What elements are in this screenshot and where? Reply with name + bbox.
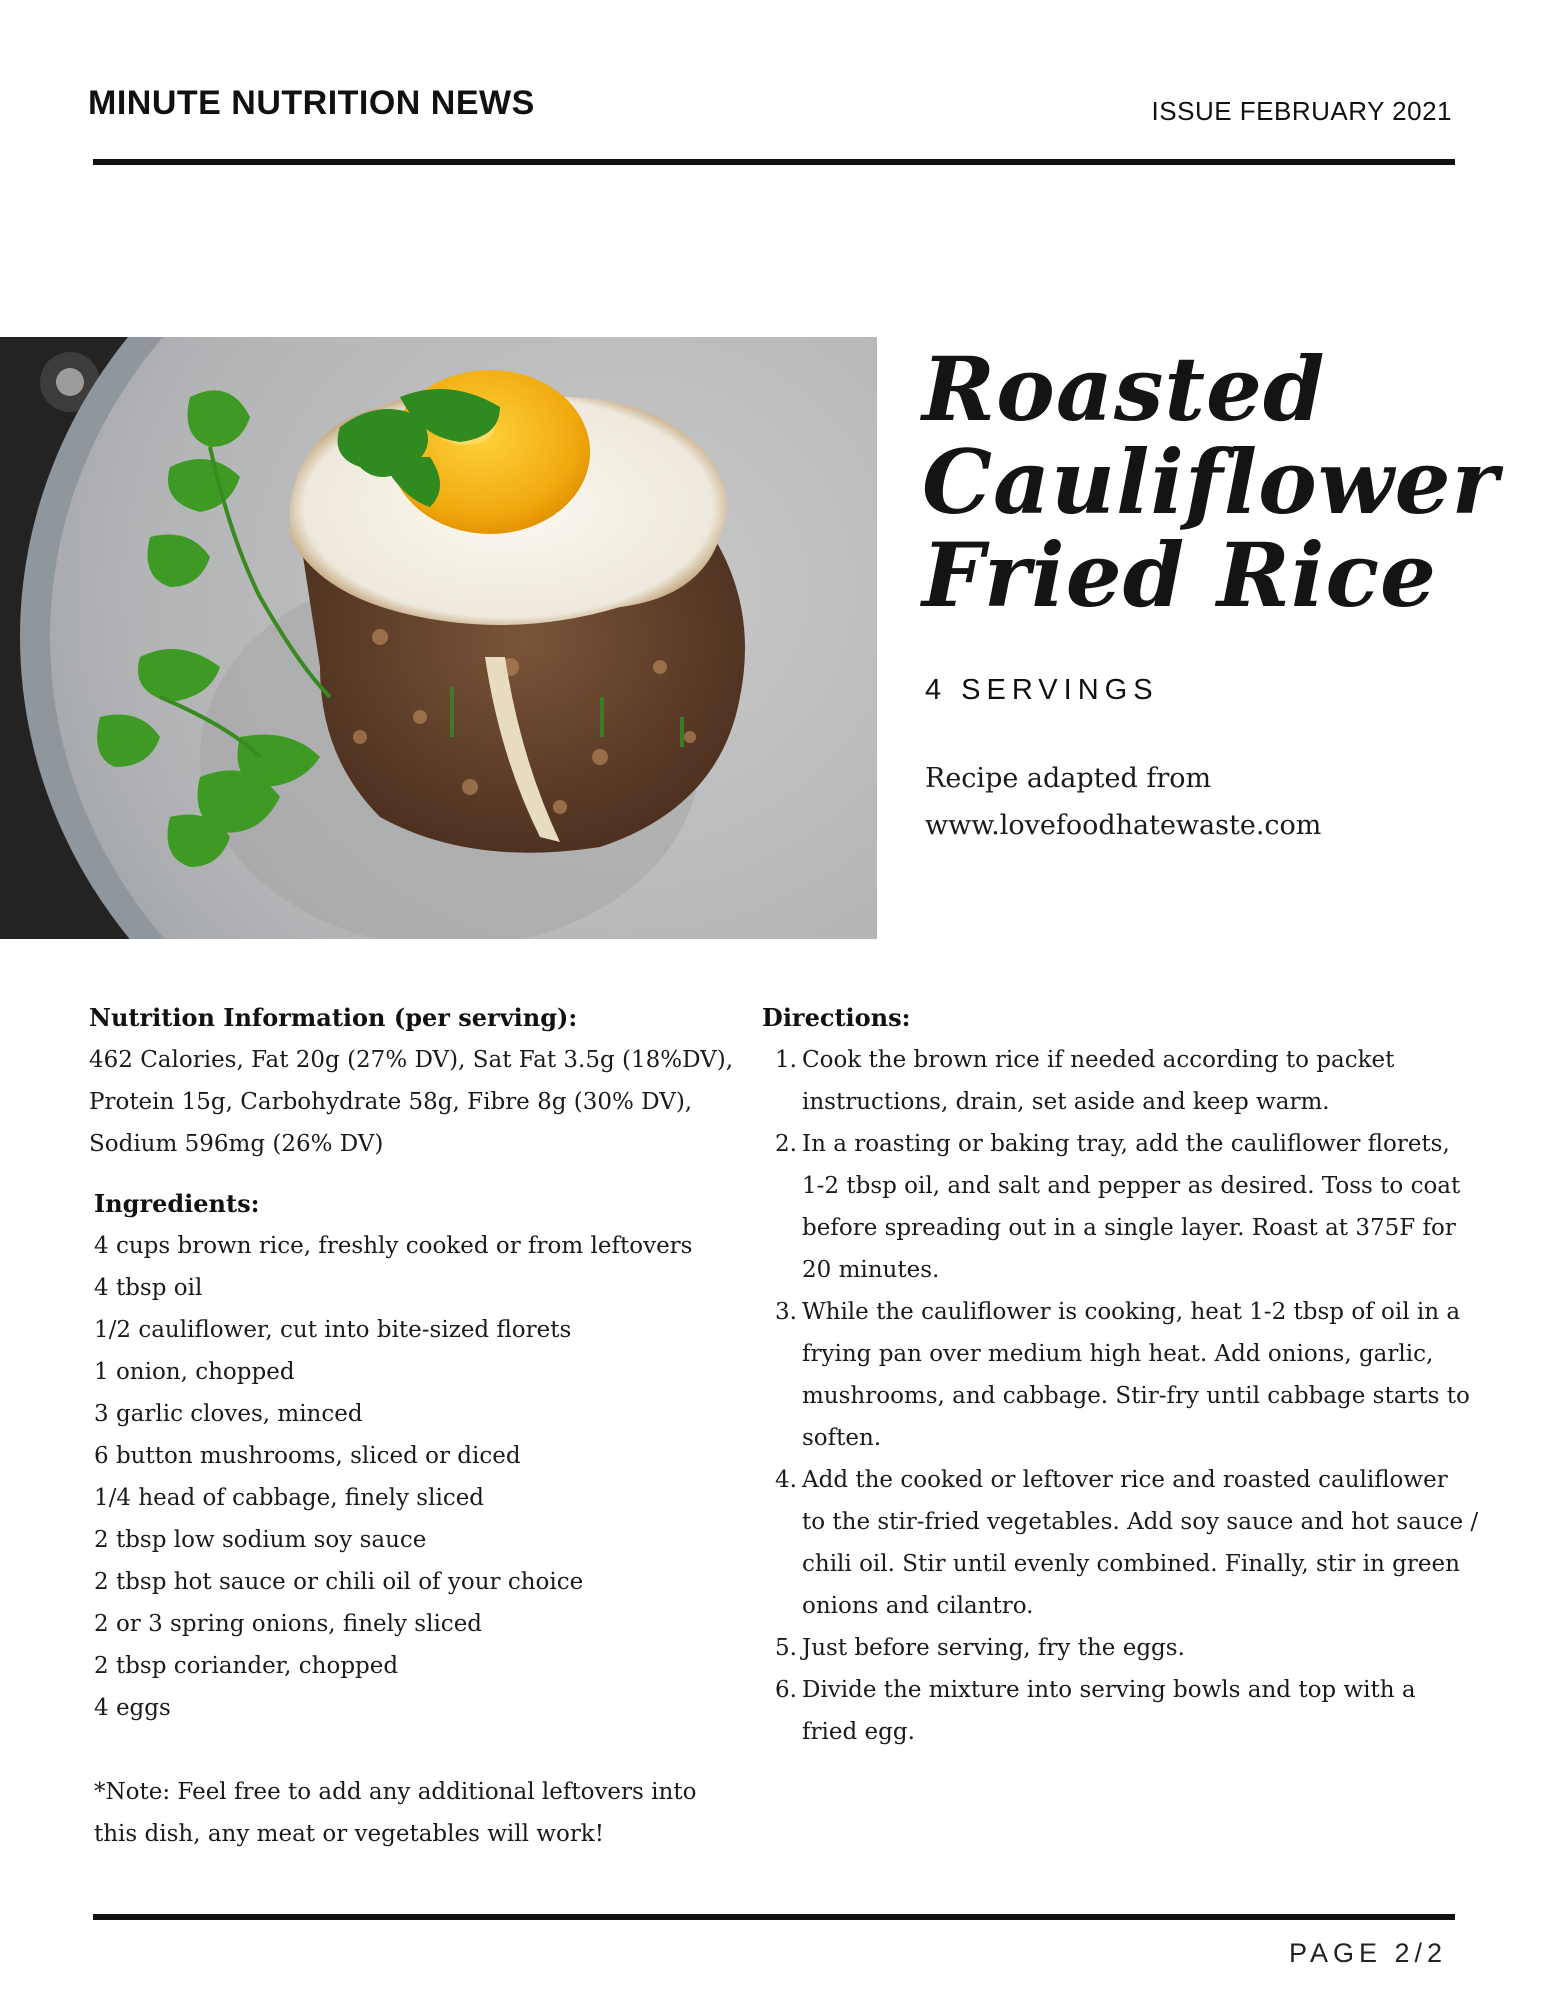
direction-step	[762, 1291, 1470, 1459]
nutrition-line: 462 Calories, Fat 20g (27% DV), Sat Fat 3.5g (18%DV),	[89, 1047, 734, 1073]
note-line: this dish, any meat or vegetables will work!	[94, 1821, 604, 1847]
step-line: Add the cooked or leftover rice and roasted cauliflower	[802, 1467, 1448, 1493]
direction-step	[762, 1669, 1462, 1753]
servings-label: 4 SERVINGS	[925, 674, 1159, 706]
source-link[interactable]: www.lovefoodhatewaste.com	[925, 810, 1322, 841]
nutrition-line: Sodium 596mg (26% DV)	[89, 1131, 384, 1157]
step-line: chili oil. Stir until evenly combined. Finally, stir in green	[802, 1551, 1460, 1577]
step-number: 5.	[775, 1635, 797, 1661]
ingredients-heading: Ingredients:	[94, 1189, 260, 1218]
ingredient-item: 1 onion, chopped	[94, 1359, 295, 1385]
step-line: instructions, drain, set aside and keep warm.	[802, 1089, 1330, 1115]
ingredient-item: 4 cups brown rice, freshly cooked or from leftovers	[94, 1233, 693, 1259]
title-line: Roasted	[922, 337, 1326, 441]
step-line: Divide the mixture into serving bowls and top with a	[802, 1677, 1416, 1703]
ingredient-item: 3 garlic cloves, minced	[94, 1401, 363, 1427]
step-number: 4.	[775, 1467, 797, 1493]
recipe-source	[925, 755, 1485, 849]
step-number: 3.	[775, 1299, 797, 1325]
step-line: 1-2 tbsp oil, and salt and pepper as desired. Toss to coat	[802, 1173, 1461, 1199]
direction-step	[762, 1459, 1479, 1627]
nutrition-info	[89, 1039, 734, 1165]
step-number: 6.	[775, 1677, 797, 1703]
source-line: Recipe adapted from	[925, 763, 1212, 794]
ingredient-item: 1/2 cauliflower, cut into bite-sized florets	[94, 1317, 572, 1343]
nutrition-line: Protein 15g, Carbohydrate 58g, Fibre 8g (30% DV),	[89, 1089, 693, 1115]
ingredient-item: 2 tbsp low sodium soy sauce	[94, 1527, 427, 1553]
ingredients-section	[89, 1183, 729, 1729]
right-column	[762, 997, 1479, 1753]
directions-heading: Directions:	[762, 1003, 911, 1032]
step-line: mushrooms, and cabbage. Stir-fry until cabbage starts to	[802, 1383, 1470, 1409]
title-line: Fried Rice	[922, 523, 1438, 627]
header-rule	[93, 159, 1455, 165]
page-number: PAGE 2/2	[1288, 1938, 1447, 1968]
direction-step	[762, 1039, 1462, 1123]
ingredients-list	[94, 1225, 729, 1729]
ingredient-item: 6 button mushrooms, sliced or diced	[94, 1443, 521, 1469]
ingredient-item: 4 tbsp oil	[94, 1275, 203, 1301]
step-line: to the stir-fried vegetables. Add soy sauce and hot sauce /	[802, 1509, 1479, 1535]
step-number: 1.	[775, 1047, 797, 1073]
nutrition-heading: Nutrition Information (per serving):	[89, 1003, 578, 1032]
masthead-title: MINUTE NUTRITION NEWS	[88, 84, 535, 122]
issue-date: ISSUE FEBRUARY 2021	[1151, 96, 1452, 126]
step-line: soften.	[802, 1425, 882, 1451]
step-line: While the cauliflower is cooking, heat 1-2 tbsp of oil in a	[802, 1299, 1461, 1325]
directions-list	[762, 1039, 1479, 1753]
footer-rule	[93, 1914, 1455, 1920]
step-line: In a roasting or baking tray, add the cauliflower florets,	[802, 1131, 1450, 1157]
step-line: before spreading out in a single layer. Roast at 375F for	[802, 1215, 1456, 1241]
direction-step	[762, 1123, 1462, 1291]
ingredient-item: 2 tbsp hot sauce or chili oil of your choice	[94, 1569, 584, 1595]
recipe-title	[922, 337, 1512, 627]
step-number: 2.	[775, 1131, 797, 1157]
step-line: Just before serving, fry the eggs.	[802, 1635, 1185, 1661]
left-column	[89, 997, 734, 1855]
step-line: Cook the brown rice if needed according to packet	[802, 1047, 1395, 1073]
ingredient-item: 1/4 head of cabbage, finely sliced	[94, 1485, 485, 1511]
note-line: *Note: Feel free to add any additional leftovers into	[94, 1779, 697, 1805]
ingredient-item: 4 eggs	[94, 1695, 171, 1721]
direction-step	[762, 1627, 1462, 1669]
ingredient-item: 2 or 3 spring onions, finely sliced	[94, 1611, 483, 1637]
step-line: frying pan over medium high heat. Add onions, garlic,	[802, 1341, 1434, 1367]
leftovers-note	[89, 1771, 729, 1855]
step-line: 20 minutes.	[802, 1257, 940, 1283]
fried-rice-photo	[0, 337, 877, 939]
step-line: onions and cilantro.	[802, 1593, 1034, 1619]
step-line: fried egg.	[802, 1719, 915, 1745]
ingredient-item: 2 tbsp coriander, chopped	[94, 1653, 399, 1679]
title-line: Cauliflower	[922, 430, 1499, 534]
